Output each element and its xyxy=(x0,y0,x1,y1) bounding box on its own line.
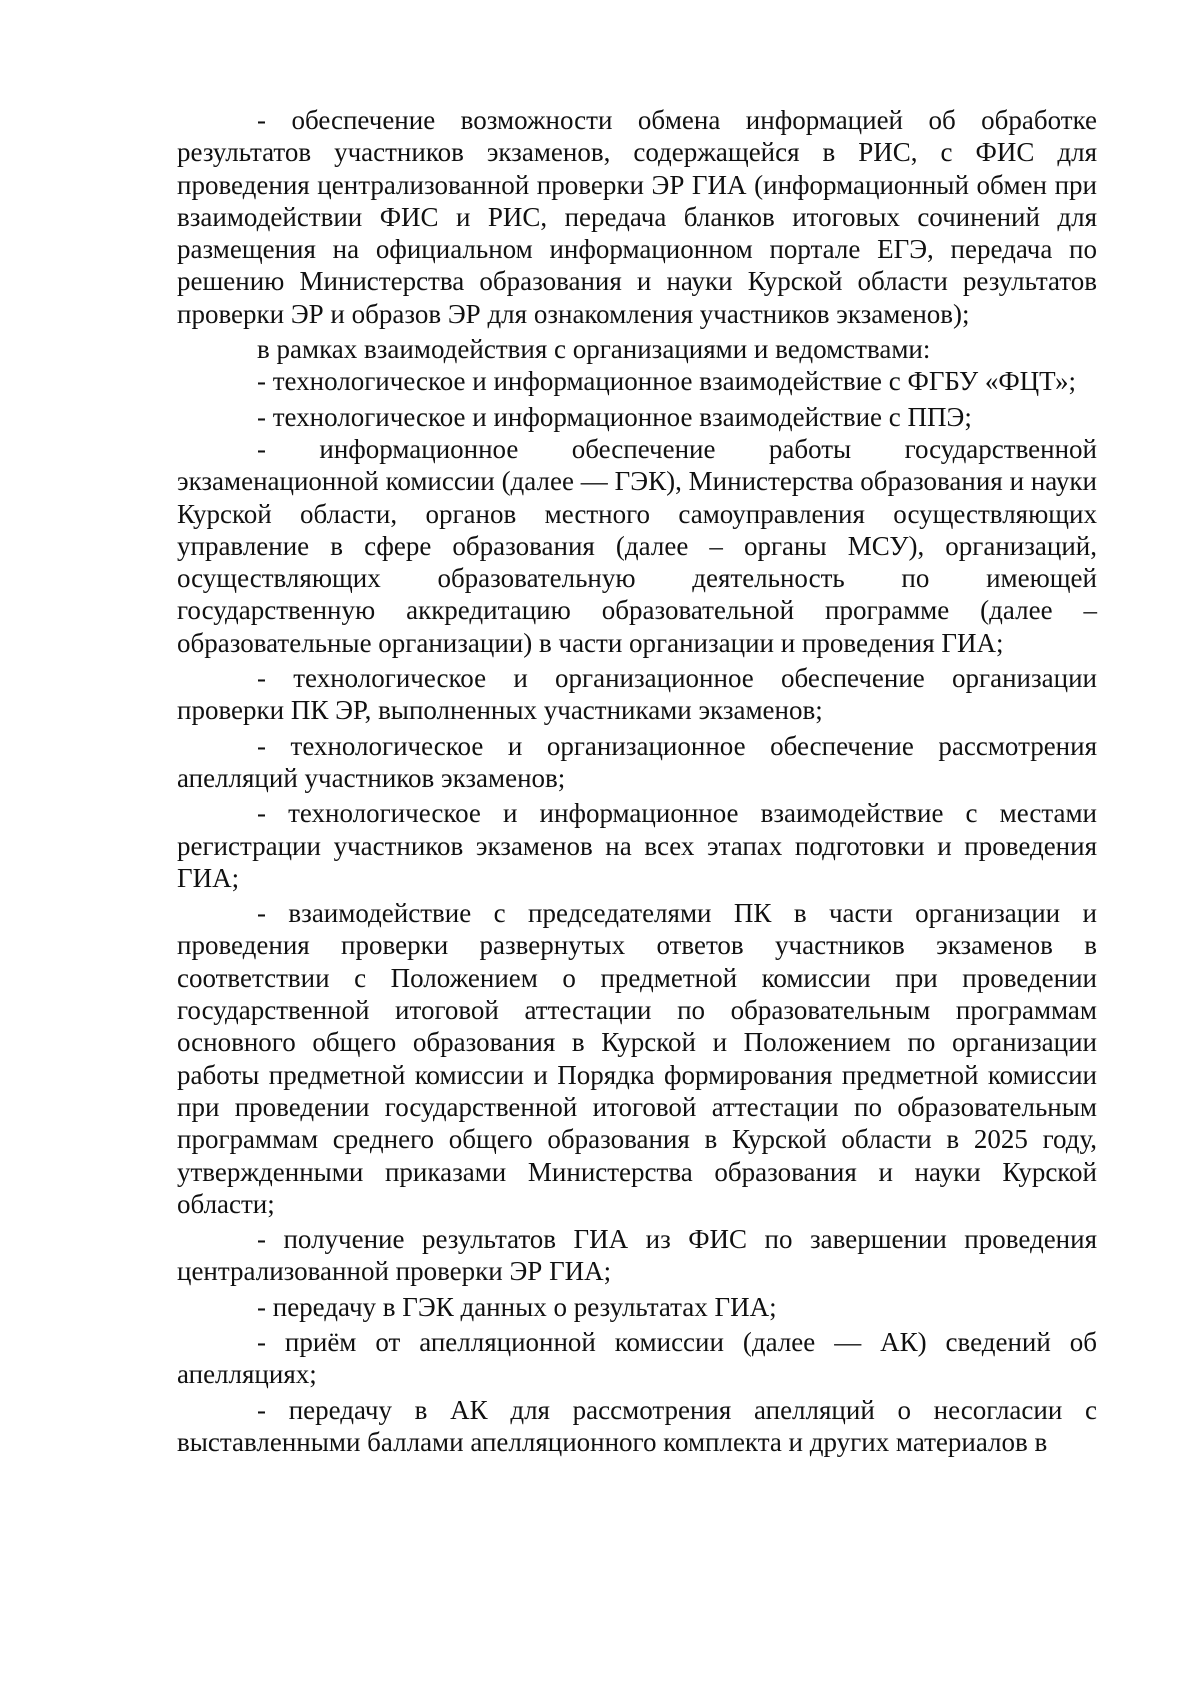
paragraph-results-receipt: - получение результатов ГИА из ФИС по завершении проведения централизованной проверки ЭР ГИА; xyxy=(177,1224,1097,1287)
paragraph-ris-fis-exchange: - обеспечение возможности обмена информацией об обработке результатов участников экзаменов, содержащейся в РИС, с ФИС для проведения централизованной проверки ЭР ГИА (информационный обмен при взаимодействии ФИС и РИС, передача бланков итоговых сочинений для размещения на официальном информационном портале ЕГЭ, передача по решению Министерства образования и науки Курской области результатов проверки ЭР и образов ЭР для ознакомления участников экзаменов); xyxy=(177,105,1097,329)
paragraph-fct-interaction: - технологическое и информационное взаимодействие с ФГБУ «ФЦТ»; xyxy=(257,366,1076,397)
paragraph-appeals-support: - технологическое и организационное обеспечение рассмотрения апелляций участников экзаменов; xyxy=(177,730,1097,793)
paragraph-pk-chairs-interaction: - взаимодействие с председателями ПК в части организации и проведения проверки развернутых ответов участников экзаменов в соответствии с Положением о предметной комиссии при проведении государственной итоговой аттестации по образовательным программам основного общего образования в Курской и Положением по организации работы предметной комиссии и Порядка формирования предметной комиссии при проведении государственной итоговой аттестации по образовательным программам среднего общего образования в Курской области в 2025 году, утвержденными приказами Министерства образования и науки Курской области; xyxy=(177,898,1097,1219)
paragraph-ak-receipt: - приём от апелляционной комиссии (далее — АК) сведений об апелляциях; xyxy=(177,1326,1097,1390)
paragraph-gek-transfer: - передачу в ГЭК данных о результатах ГИА; xyxy=(257,1291,777,1322)
paragraph-interaction-heading: в рамках взаимодействия с организациями и ведомствами: xyxy=(257,334,931,365)
paragraph-gek-support: - информационное обеспечение работы государственной экзаменационной комиссии (далее — ГЭК), Министерства образования и науки Курской области, органов местного самоуправления осуществляющих управление в сфере образования (далее – органы МСУ), организаций, осуществляющих образовательную деятельность по имеющей государственную аккредитацию образовательной программе (далее – образовательные организации) в части организации и проведения ГИА; xyxy=(177,433,1097,658)
document-body xyxy=(177,104,1097,1458)
paragraph-ppe-interaction: - технологическое и информационное взаимодействие с ППЭ; xyxy=(257,401,972,432)
paragraph-ak-transfer: - передачу в АК для рассмотрения апелляций о несогласии с выставленными баллами апелляционного комплекта и других материалов в xyxy=(177,1394,1097,1457)
paragraph-registration-interaction: - технологическое и информационное взаимодействие с местами регистрации участников экзаменов на всех этапах подготовки и проведения ГИА; xyxy=(177,798,1097,893)
paragraph-pk-check-support: - технологическое и организационное обеспечение организации проверки ПК ЭР, выполненных участниками экзаменов; xyxy=(177,663,1097,726)
